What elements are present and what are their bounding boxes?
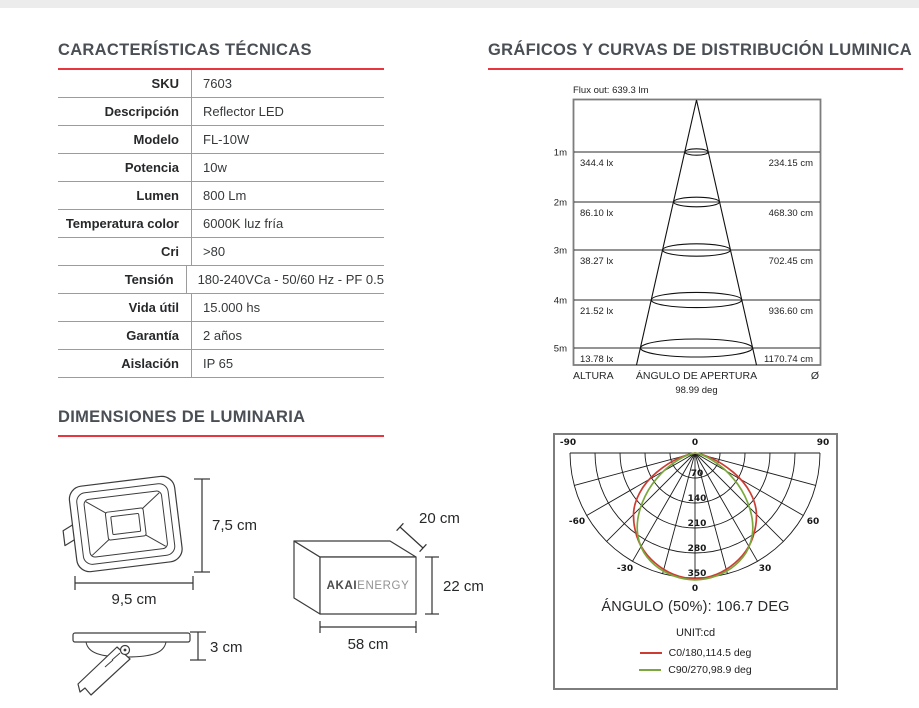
section-title-caracteristicas: CARACTERÍSTICAS TÉCNICAS	[58, 41, 312, 59]
spec-value: 6000K luz fría	[203, 216, 284, 231]
spec-label: Temperatura color	[58, 210, 192, 237]
angle-tick: -30	[616, 564, 634, 574]
dimension-box-width	[320, 621, 416, 653]
table-row	[58, 294, 384, 322]
spec-label: Potencia	[58, 154, 192, 181]
cone-footer	[573, 369, 819, 396]
diameter-value: 468.30 cm	[768, 208, 813, 219]
lux-value: 38.27 lx	[580, 256, 614, 267]
spec-value: >80	[203, 244, 226, 259]
altura-label: ALTURA	[573, 370, 614, 382]
table-row	[58, 182, 384, 210]
spec-label: Cri	[58, 238, 192, 265]
height-tick: 4m	[553, 295, 567, 307]
diameter-value: 1170.74 cm	[764, 354, 813, 365]
spec-value: 800 Lm	[203, 188, 247, 203]
spec-value: 15.000 hs	[203, 300, 261, 315]
floodlight-side-drawing	[60, 620, 300, 706]
legend-item	[640, 647, 752, 659]
spec-value: FL-10W	[203, 132, 250, 147]
accent-underline	[488, 68, 903, 70]
spec-label: Modelo	[58, 126, 192, 153]
side-thickness-label: 3 cm	[210, 639, 243, 656]
flux-out-label: Flux out: 639.3 lm	[573, 85, 649, 96]
table-row	[58, 322, 384, 350]
diametro-symbol: Ø	[810, 370, 819, 382]
spec-label: Garantía	[58, 322, 192, 349]
box-depth-label: 20 cm	[419, 510, 460, 527]
angle-tick: 30	[758, 564, 772, 574]
front-height-label: 7,5 cm	[212, 517, 258, 534]
accent-underline	[58, 435, 384, 437]
angle-tick: -60	[568, 517, 586, 527]
spec-label: Lumen	[58, 182, 192, 209]
dimension-thickness	[190, 632, 243, 660]
polar-intensity-chart	[555, 435, 836, 593]
height-tick: 3m	[553, 245, 567, 257]
lux-value: 13.78 lx	[580, 354, 614, 365]
spec-value: 10w	[203, 160, 227, 175]
lux-value: 21.52 lx	[580, 306, 614, 317]
dimension-box-height	[425, 557, 484, 614]
spec-value: IP 65	[203, 356, 234, 371]
height-tick: 2m	[553, 197, 567, 209]
apertura-label: ÁNGULO DE APERTURA	[635, 370, 758, 382]
apertura-value: 98.99 deg	[675, 385, 718, 396]
radial-tick: 280	[687, 544, 707, 554]
table-row	[58, 98, 384, 126]
diameter-value: 936.60 cm	[768, 306, 813, 317]
angle-tick: 0	[691, 438, 699, 448]
table-row	[58, 126, 384, 154]
diameter-value: 234.15 cm	[768, 158, 813, 169]
spec-label: SKU	[58, 70, 192, 97]
height-tick: 5m	[553, 343, 567, 355]
top-strip	[0, 0, 919, 8]
legend-item	[639, 664, 752, 676]
angle-tick: 60	[806, 517, 820, 527]
c0-series-label: C0/180,114.5 deg	[668, 647, 752, 659]
box-height-label: 22 cm	[443, 578, 484, 595]
cone-distribution-chart	[553, 82, 833, 398]
c0-series-swatch	[640, 652, 662, 654]
spec-label: Tensión	[58, 266, 187, 293]
spec-label: Vida útil	[58, 294, 192, 321]
spec-label: Aislación	[58, 350, 192, 377]
front-width-label: 9,5 cm	[111, 591, 157, 608]
package-box-drawing	[288, 498, 506, 660]
legend	[555, 647, 836, 676]
c90-series-swatch	[639, 669, 661, 671]
spec-table	[58, 70, 384, 378]
dimension-width	[75, 576, 193, 608]
dimension-height	[194, 479, 257, 572]
height-tick: 1m	[553, 147, 567, 159]
section-title-graficos: GRÁFICOS Y CURVAS DE DISTRIBUCIÓN LUMINICA	[488, 41, 912, 59]
table-row	[58, 266, 384, 294]
radial-tick: 140	[687, 494, 707, 504]
angle-tick: 0	[691, 584, 699, 593]
section-title-dimensiones: DIMENSIONES DE LUMINARIA	[58, 408, 306, 426]
table-row	[58, 210, 384, 238]
brand-logo: AKAIENERGY	[326, 580, 410, 592]
spec-value: 2 años	[203, 328, 243, 343]
radial-tick: 70	[690, 469, 704, 479]
angle-tick: -90	[559, 438, 577, 448]
dimension-depth	[397, 510, 460, 552]
c90-series-label: C90/270,98.9 deg	[668, 664, 752, 676]
bracket-arm	[78, 646, 130, 696]
lux-value: 344.4 lx	[580, 158, 614, 169]
unit-label: UNIT:cd	[675, 627, 716, 639]
beam-angle-caption: ÁNGULO (50%): 106.7 DEG	[601, 599, 790, 615]
table-row	[58, 238, 384, 266]
spec-value: 180-240VCa - 50/60 Hz - PF 0.5	[197, 272, 384, 287]
light-cone	[637, 100, 757, 365]
radial-tick: 210	[687, 519, 707, 529]
polar-chart-panel	[553, 433, 838, 690]
box-width-label: 58 cm	[347, 636, 389, 653]
spec-value: Reflector LED	[203, 104, 284, 119]
spec-label: Descripción	[58, 98, 192, 125]
table-row	[58, 350, 384, 378]
floodlight-front-drawing	[60, 468, 300, 610]
radial-tick: 350	[687, 569, 707, 579]
lux-value: 86.10 lx	[580, 208, 614, 219]
diameter-value: 702.45 cm	[768, 256, 813, 267]
table-row	[58, 154, 384, 182]
floodlight-front-body	[60, 475, 184, 574]
table-row	[58, 70, 384, 98]
spec-value: 7603	[203, 76, 232, 91]
angle-tick: 90	[816, 438, 830, 448]
